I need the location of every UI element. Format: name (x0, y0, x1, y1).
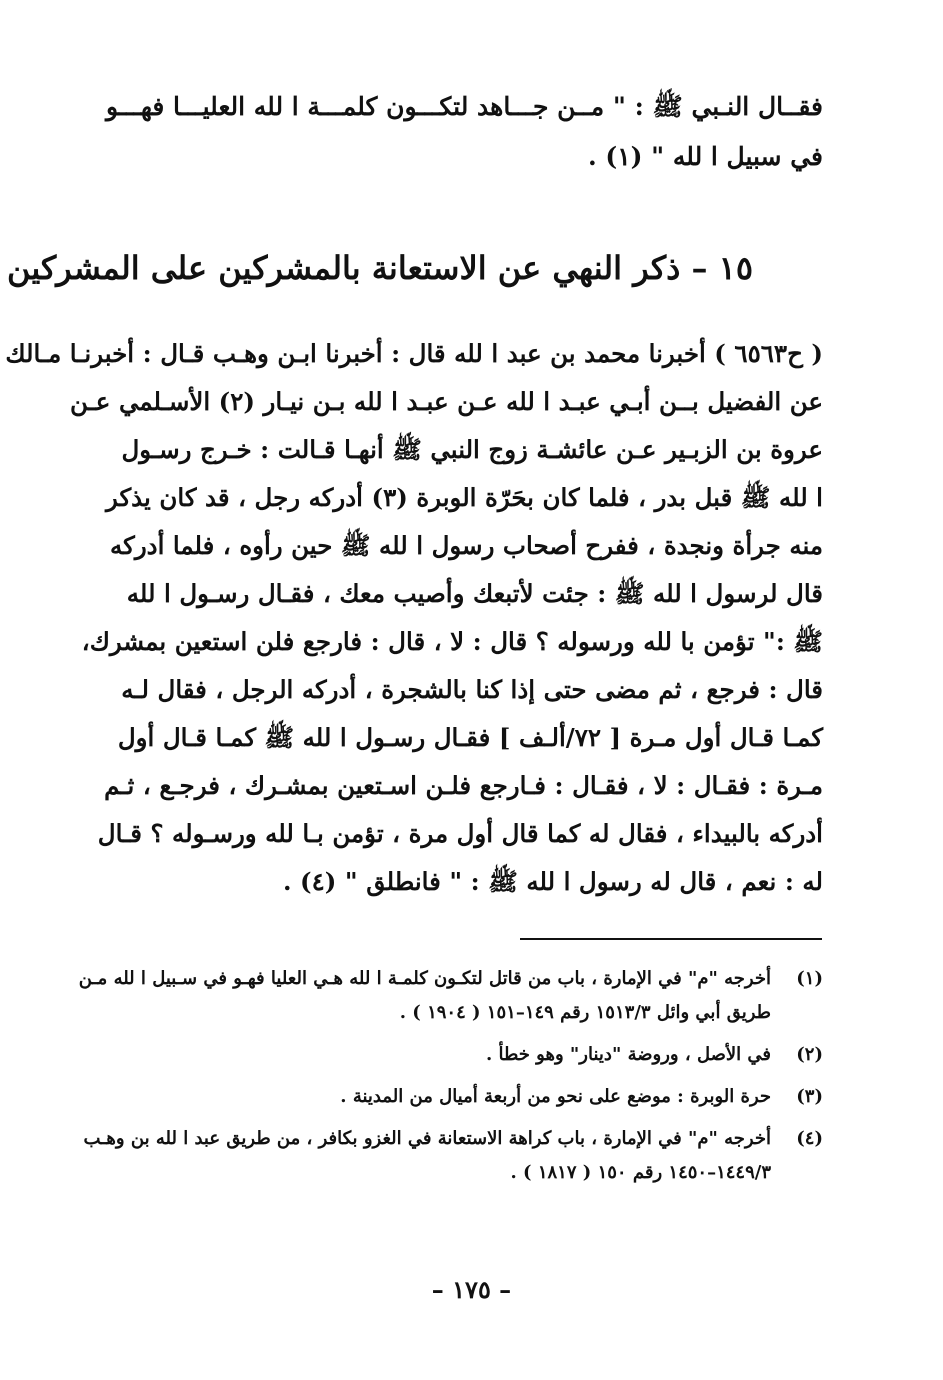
body-line: قال : فرجع ، ثم مضى حتى إذا كنا بالشجرة ، أدركه الرجل ، فقال لـه (121, 675, 823, 704)
body-line: له : نعم ، قال له رسول ا لله ﷺ : " فانطلق " (٤) . (282, 867, 823, 896)
footnote-number: (٢) (796, 1044, 823, 1065)
footnote-number: (٤) (796, 1128, 823, 1149)
footnote-line: حرة الوبرة : موضع على نحو من أربعة أميال من المدينة . (340, 1086, 771, 1107)
footnote-text (83, 1122, 771, 1190)
body-line: أدركه بالبيداء ، فقال له كما قال أول مرة ، تؤمن بـا لله ورسـوله ؟ قـال (97, 819, 823, 848)
section-heading: ١٥ – ذكر النهي عن الاستعانة بالمشركين على المشركين (7, 249, 753, 287)
footnote-text (128, 1038, 771, 1072)
footnote-4 (83, 1122, 823, 1190)
footnote-number: (٣) (796, 1086, 823, 1107)
footnotes (78, 962, 823, 1198)
body-line: عن الفضيل بــن أبـي عبـد ا لله عـن عبـد ا لله بـن نيـار (٢) الأسـلمي عـن (69, 387, 823, 416)
body-line: ﷺ :" تؤمن با لله ورسوله ؟ قال : لا ، قال : فارجع فلن استعين بمشرك، (81, 627, 823, 656)
footnote-text (78, 962, 771, 1030)
body-line: منه جرأة ونجدة ، ففرح أصحاب رسول ا لله ﷺ حين رأوه ، فلما أدركه (110, 531, 823, 560)
intro-line: فقــال النـبي ﷺ : " مــن جـــاهد لتكـــون كلمـــة ا لله العليـــا فهـــو (105, 92, 823, 121)
intro-paragraph (105, 82, 823, 182)
footnote-text (128, 1080, 771, 1114)
footnote-line: أخرجه "م" في الإمارة ، باب من قاتل لتكـون كلمـة ا لله هـي العليا فهـو في سـبيل ا لله مـن (78, 968, 771, 989)
body-line: قال لرسول ا لله ﷺ : جئت لأتبعك وأصيب معك ، فقـال رسـول ا لله (126, 579, 823, 608)
page-number: – ١٧٥ – (431, 1275, 512, 1304)
footnote-line: ١٤٤٩/٣–١٤٥٠ رقم ١٥٠ ( ١٨١٧ ) . (510, 1162, 771, 1183)
footnote-line: أخرجه "م" في الإمارة ، باب كراهة الاستعانة في الغزو بكافر ، من طريق عبد ا لله بن وهـب (83, 1128, 771, 1149)
footnote-1 (78, 962, 823, 1030)
body-line: كمـا قـال أول مـرة [ ٧٢/ألـف ] فقـال رسـول ا لله ﷺ كمـا قـال أول (117, 723, 823, 752)
hadith-paragraph (5, 330, 823, 906)
body-line: عروة بن الزبـير عـن عائشـة زوج النبي ﷺ أنهـا قـالت : خـرج رسـول (121, 435, 823, 464)
body-line: ا لله ﷺ قبل بدر ، فلما كان بحَرّة الوبرة (٣) أدركه رجل ، قد كان يذكر (105, 483, 823, 512)
intro-line: في سبيل ا لله " (١) . (587, 142, 823, 171)
body-line: ( ح٦٥٦٣ ) أخبرنا محمد بن عبد ا لله قال : أخبرنا ابـن وهـب قـال : أخبرنـا مـالك (5, 339, 823, 368)
footnote-2 (128, 1038, 823, 1072)
footnote-3 (128, 1080, 823, 1114)
footnote-line: طريق أبي وائل ١٥١٣/٣ رقم ١٤٩–١٥١ ( ١٩٠٤ ) . (399, 1002, 771, 1023)
footnote-line: في الأصل ، وروضة "دينار" وهو خطأ . (486, 1044, 771, 1065)
footnote-separator (520, 938, 822, 940)
body-line: مـرة : فقـال : لا ، فقـال : فـارجع فلـن اسـتعين بمشـرك ، فرجـع ، ثـم (104, 771, 823, 800)
footnote-number: (١) (796, 968, 823, 989)
